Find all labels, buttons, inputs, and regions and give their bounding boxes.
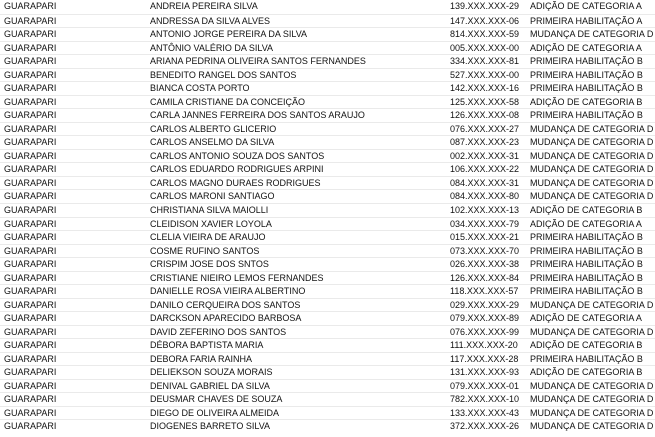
city-cell: GUARAPARI	[4, 286, 57, 297]
city-cell: GUARAPARI	[4, 407, 57, 418]
category-cell: PRIMEIRA HABILITAÇÃO B	[530, 232, 643, 243]
table-row	[0, 352, 655, 366]
city-cell: GUARAPARI	[4, 340, 57, 351]
cpf-cell: 118.XXX.XXX-57	[450, 286, 519, 297]
cpf-cell: 076.XXX.XXX-99	[450, 326, 520, 337]
cpf-cell: 111.XXX.XXX-20	[450, 340, 518, 351]
name-cell: CARLOS ANSELMO DA SILVA	[150, 137, 275, 148]
city-cell: GUARAPARI	[4, 313, 57, 324]
category-cell: MUDANÇA DE CATEGORIA D	[530, 150, 654, 161]
table-row	[0, 230, 655, 244]
category-cell: PRIMEIRA HABILITAÇÃO A	[530, 15, 643, 26]
city-cell: GUARAPARI	[4, 380, 57, 391]
cpf-cell: 005.XXX.XXX-00	[450, 42, 520, 53]
table-row	[0, 379, 655, 393]
name-cell: CARLOS EDUARDO RODRIGUES ARPINI	[150, 164, 324, 175]
city-cell: GUARAPARI	[4, 164, 57, 175]
name-cell: CARLOS ANTONIO SOUZA DOS SANTOS	[150, 150, 325, 161]
name-cell: CHRISTIANA SILVA MAIOLLI	[150, 204, 269, 215]
cpf-cell: 079.XXX.XXX-01	[450, 380, 520, 391]
name-cell: BIANCA COSTA PORTO	[150, 83, 250, 94]
category-cell: PRIMEIRA HABILITAÇÃO B	[530, 245, 643, 256]
table-row	[0, 162, 655, 176]
city-cell: GUARAPARI	[4, 42, 57, 53]
table-row	[0, 27, 655, 41]
cpf-cell: 142.XXX.XXX-16	[450, 83, 520, 94]
category-cell: ADIÇÃO DE CATEGORIA B	[530, 340, 643, 351]
city-cell: GUARAPARI	[4, 259, 57, 270]
cpf-cell: 079.XXX.XXX-89	[450, 313, 520, 324]
name-cell: ANTONIO JORGE PEREIRA DA SILVA	[150, 29, 308, 40]
name-cell: CARLOS MAGNO DURAES RODRIGUES	[150, 177, 321, 188]
table-row	[0, 176, 655, 190]
cpf-cell: 106.XXX.XXX-22	[450, 164, 520, 175]
cpf-cell: 084.XXX.XXX-80	[450, 191, 520, 202]
city-cell: GUARAPARI	[4, 83, 57, 94]
name-cell: ARIANA PEDRINA OLIVEIRA SANTOS FERNANDES	[150, 56, 366, 67]
table-row	[0, 244, 655, 258]
table-row	[0, 325, 655, 339]
cpf-cell: 125.XXX.XXX-58	[450, 96, 520, 107]
category-cell: MUDANÇA DE CATEGORIA D	[530, 380, 654, 391]
category-cell: PRIMEIRA HABILITAÇÃO B	[530, 69, 643, 80]
city-cell: GUARAPARI	[4, 218, 57, 229]
name-cell: DIOGENES BARRETO SILVA	[150, 421, 271, 432]
table-row	[0, 108, 655, 122]
city-cell: GUARAPARI	[4, 137, 57, 148]
table-row	[0, 338, 655, 352]
name-cell: ANDRESSA DA SILVA ALVES	[150, 15, 271, 26]
cpf-cell: 076.XXX.XXX-27	[450, 123, 520, 134]
cpf-cell: 131.XXX.XXX-93	[450, 367, 520, 378]
category-cell: PRIMEIRA HABILITAÇÃO B	[530, 259, 643, 270]
cpf-cell: 084.XXX.XXX-31	[450, 177, 520, 188]
table-row	[0, 271, 655, 285]
name-cell: CRISPIM JOSE DOS SNTOS	[150, 259, 269, 270]
city-cell: GUARAPARI	[4, 15, 57, 26]
cpf-cell: 133.XXX.XXX-43	[450, 407, 520, 418]
cpf-cell: 126.XXX.XXX-84	[450, 272, 520, 283]
city-cell: GUARAPARI	[4, 299, 57, 310]
cpf-cell: 372.XXX.XXX-26	[450, 421, 520, 432]
category-cell: MUDANÇA DE CATEGORIA D	[530, 123, 654, 134]
category-cell: MUDANÇA DE CATEGORIA D	[530, 299, 654, 310]
name-cell: DAVID ZEFERINO DOS SANTOS	[150, 326, 287, 337]
table-row	[0, 406, 655, 420]
cpf-cell: 334.XXX.XXX-81	[450, 56, 520, 67]
name-cell: ANDREIA PEREIRA SILVA	[150, 1, 258, 11]
name-cell: CARLOS ALBERTO GLICERIO	[150, 123, 277, 134]
city-cell: GUARAPARI	[4, 110, 57, 121]
name-cell: DEUSMAR CHAVES DE SOUZA	[150, 394, 283, 405]
category-cell: PRIMEIRA HABILITAÇÃO B	[530, 56, 643, 67]
category-cell: MUDANÇA DE CATEGORIA D	[530, 191, 654, 202]
cpf-cell: 126.XXX.XXX-08	[450, 110, 520, 121]
category-cell: MUDANÇA DE CATEGORIA D	[530, 29, 654, 40]
table-row	[0, 257, 655, 271]
table-row	[0, 68, 655, 82]
table-row	[0, 298, 655, 312]
city-cell: GUARAPARI	[4, 367, 57, 378]
category-cell: ADIÇÃO DE CATEGORIA A	[530, 218, 642, 229]
table-row	[0, 217, 655, 231]
table-row	[0, 149, 655, 163]
category-cell: PRIMEIRA HABILITAÇÃO B	[530, 286, 643, 297]
category-cell: ADIÇÃO DE CATEGORIA B	[530, 367, 643, 378]
city-cell: GUARAPARI	[4, 29, 57, 40]
city-cell: GUARAPARI	[4, 96, 57, 107]
name-cell: ANTÔNIO VALÉRIO DA SILVA	[150, 42, 274, 53]
cpf-cell: 527.XXX.XXX-00	[450, 69, 520, 80]
cpf-cell: 087.XXX.XXX-23	[450, 137, 520, 148]
city-cell: GUARAPARI	[4, 191, 57, 202]
name-cell: CLEIDISON XAVIER LOYOLA	[150, 218, 272, 229]
category-cell: MUDANÇA DE CATEGORIA D	[530, 177, 654, 188]
name-cell: CARLA JANNES FERREIRA DOS SANTOS ARAUJO	[150, 110, 365, 121]
cpf-cell: 029.XXX.XXX-29	[450, 299, 520, 310]
table-row	[0, 81, 655, 95]
cpf-cell: 002.XXX.XXX-31	[450, 150, 520, 161]
name-cell: DANILO CERQUEIRA DOS SANTOS	[150, 299, 301, 310]
cpf-cell: 102.XXX.XXX-13	[450, 204, 520, 215]
cpf-cell: 814.XXX.XXX-59	[450, 29, 520, 40]
table-row	[0, 284, 655, 298]
table-row	[0, 14, 655, 28]
table-row	[0, 419, 655, 433]
cpf-cell: 026.XXX.XXX-38	[450, 259, 520, 270]
cpf-cell: 034.XXX.XXX-79	[450, 218, 520, 229]
category-cell: MUDANÇA DE CATEGORIA D	[530, 394, 654, 405]
category-cell: PRIMEIRA HABILITAÇÃO B	[530, 110, 643, 121]
name-cell: DARCKSON APARECIDO BARBOSA	[150, 313, 302, 324]
city-cell: GUARAPARI	[4, 123, 57, 134]
city-cell: GUARAPARI	[4, 245, 57, 256]
category-cell: ADIÇÃO DE CATEGORIA A	[530, 313, 642, 324]
name-cell: DÉBORA BAPTISTA MARIA	[150, 340, 264, 351]
category-cell: PRIMEIRA HABILITAÇÃO B	[530, 83, 643, 94]
cpf-cell: 782.XXX.XXX-10	[450, 394, 520, 405]
table-row	[0, 122, 655, 136]
category-cell: PRIMEIRA HABILITAÇÃO B	[530, 353, 643, 364]
category-cell: ADIÇÃO DE CATEGORIA A	[530, 1, 642, 11]
category-cell: MUDANÇA DE CATEGORIA D	[530, 407, 654, 418]
cpf-cell: 117.XXX.XXX-28	[450, 353, 519, 364]
category-cell: ADIÇÃO DE CATEGORIA B	[530, 96, 643, 107]
name-cell: BENEDITO RANGEL DOS SANTOS	[150, 69, 297, 80]
table-row	[0, 311, 655, 325]
category-cell: MUDANÇA DE CATEGORIA D	[530, 164, 654, 175]
city-cell: GUARAPARI	[4, 177, 57, 188]
city-cell: GUARAPARI	[4, 326, 57, 337]
category-cell: ADIÇÃO DE CATEGORIA A	[530, 42, 642, 53]
cpf-cell: 073.XXX.XXX-70	[450, 245, 520, 256]
cpf-cell: 015.XXX.XXX-21	[450, 232, 520, 243]
category-cell: PRIMEIRA HABILITAÇÃO B	[530, 272, 643, 283]
name-cell: DANIELLE ROSA VIEIRA ALBERTINO	[150, 286, 306, 297]
name-cell: DEBORA FARIA RAINHA	[150, 353, 253, 364]
name-cell: CLELIA VIEIRA DE ARAUJO	[150, 232, 266, 243]
city-cell: GUARAPARI	[4, 421, 57, 432]
city-cell: GUARAPARI	[4, 394, 57, 405]
table-row	[0, 203, 655, 217]
name-cell: CAMILA CRISTIANE DA CONCEIÇÃO	[150, 96, 306, 107]
table-row	[0, 41, 655, 55]
city-cell: GUARAPARI	[4, 353, 57, 364]
table-row	[0, 135, 655, 149]
table-row	[0, 189, 655, 203]
category-cell: MUDANÇA DE CATEGORIA D	[530, 137, 654, 148]
table-row	[0, 0, 655, 14]
table-row	[0, 95, 655, 109]
name-cell: CRISTIANE NIEIRO LEMOS FERNANDES	[150, 272, 324, 283]
name-cell: DELIEKSON SOUZA MORAIS	[150, 367, 273, 378]
city-cell: GUARAPARI	[4, 69, 57, 80]
category-cell: MUDANÇA DE CATEGORIA D	[530, 326, 654, 337]
name-cell: COSME RUFINO SANTOS	[150, 245, 260, 256]
city-cell: GUARAPARI	[4, 272, 57, 283]
table-row	[0, 365, 655, 379]
city-cell: GUARAPARI	[4, 232, 57, 243]
category-cell: ADIÇÃO DE CATEGORIA B	[530, 204, 643, 215]
category-cell: MUDANÇA DE CATEGORIA D	[530, 421, 654, 432]
city-cell: GUARAPARI	[4, 150, 57, 161]
cpf-cell: 147.XXX.XXX-06	[450, 15, 520, 26]
cpf-cell: 139.XXX.XXX-29	[450, 1, 520, 11]
city-cell: GUARAPARI	[4, 204, 57, 215]
city-cell: GUARAPARI	[4, 56, 57, 67]
name-cell: DENIVAL GABRIEL DA SILVA	[150, 380, 270, 391]
name-cell: DIEGO DE OLIVEIRA ALMEIDA	[150, 407, 280, 418]
table-row	[0, 54, 655, 68]
table-row	[0, 392, 655, 406]
city-cell: GUARAPARI	[4, 1, 57, 11]
name-cell: CARLOS MARONI SANTIAGO	[150, 191, 275, 202]
